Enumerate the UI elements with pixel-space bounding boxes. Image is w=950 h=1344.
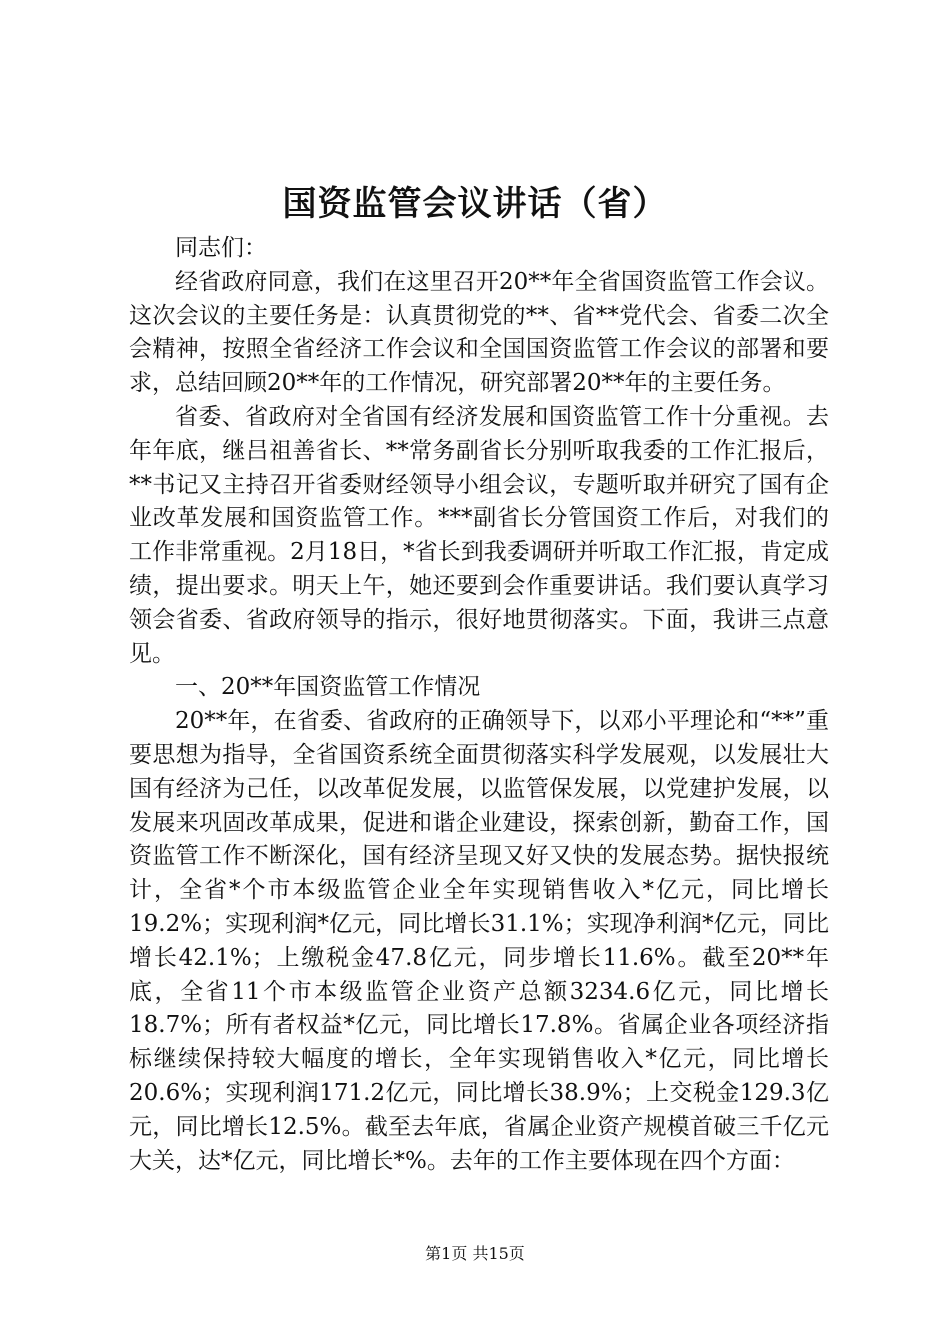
paragraph-intro: 经省政府同意，我们在这里召开20**年全省国资监管工作会议。这次会议的主要任务是：认真贯彻党的**、省**党代会、省委二次全会精神，按照全省经济工作会议和全国国资监管工作会议的部署和要求，总结回顾20**年的工作情况，研究部署20**年的主要任务。 [129, 268, 829, 397]
document-body [129, 232, 829, 1178]
page-footer: 第1页 共15页 [425, 1244, 525, 1263]
paragraph-performance: 20**年，在省委、省政府的正确领导下，以邓小平理论和“**”重要思想为指导，全省国资系统全面贯彻落实科学发展观，以发展壮大国有经济为己任，以改革促发展，以监管保发展，以党建护发展，以发展来巩固改革成果，促进和谐企业建设，探索创新，勤奋工作，国资监管工作不断深化，国有经济呈现又好又快的发展态势。据快报统计，全省*个市本级监管企业全年实现销售收入*亿元，同比增长19.2%；实现利润*亿元，同比增长31.1%；实现净利润*亿元，同比增长42.1%；上缴税金47.8亿元，同步增长11.6%。截至20**年底，全省11个市本级监管企业资产总额3234.6亿元，同比增长18.7%；所有者权益*亿元，同比增长17.8%。省属企业各项经济指标继续保持较大幅度的增长，全年实现销售收入*亿元，同比增长20.6%；实现利润171.2亿元，同比增长38.9%；上交税金129.3亿元，同比增长12.5%。截至去年底，省属企业资产规模首破三千亿元大关，达*亿元，同比增长*%。去年的工作主要体现在四个方面： [129, 708, 829, 1174]
salutation: 同志们： [175, 235, 267, 261]
page-title: 国资监管会议讲话（省） [282, 184, 668, 224]
paragraph-leadership: 省委、省政府对全省国有经济发展和国资监管工作十分重视。去年年底，继吕祖善省长、**常务副省长分别听取我委的工作汇报后，**书记又主持召开省委财经领导小组会议，专题听取并研究了国有企业改革发展和国资监管工作。***副省长分管国资工作后，对我们的工作非常重视。2月18日，*省长到我委调研并听取工作汇报，肯定成绩，提出要求。明天上午，她还要到会作重要讲话。我们要认真学习领会省委、省政府领导的指示，很好地贯彻落实。下面，我讲三点意见。 [129, 403, 829, 667]
section-heading: 一、20**年国资监管工作情况 [175, 674, 481, 701]
